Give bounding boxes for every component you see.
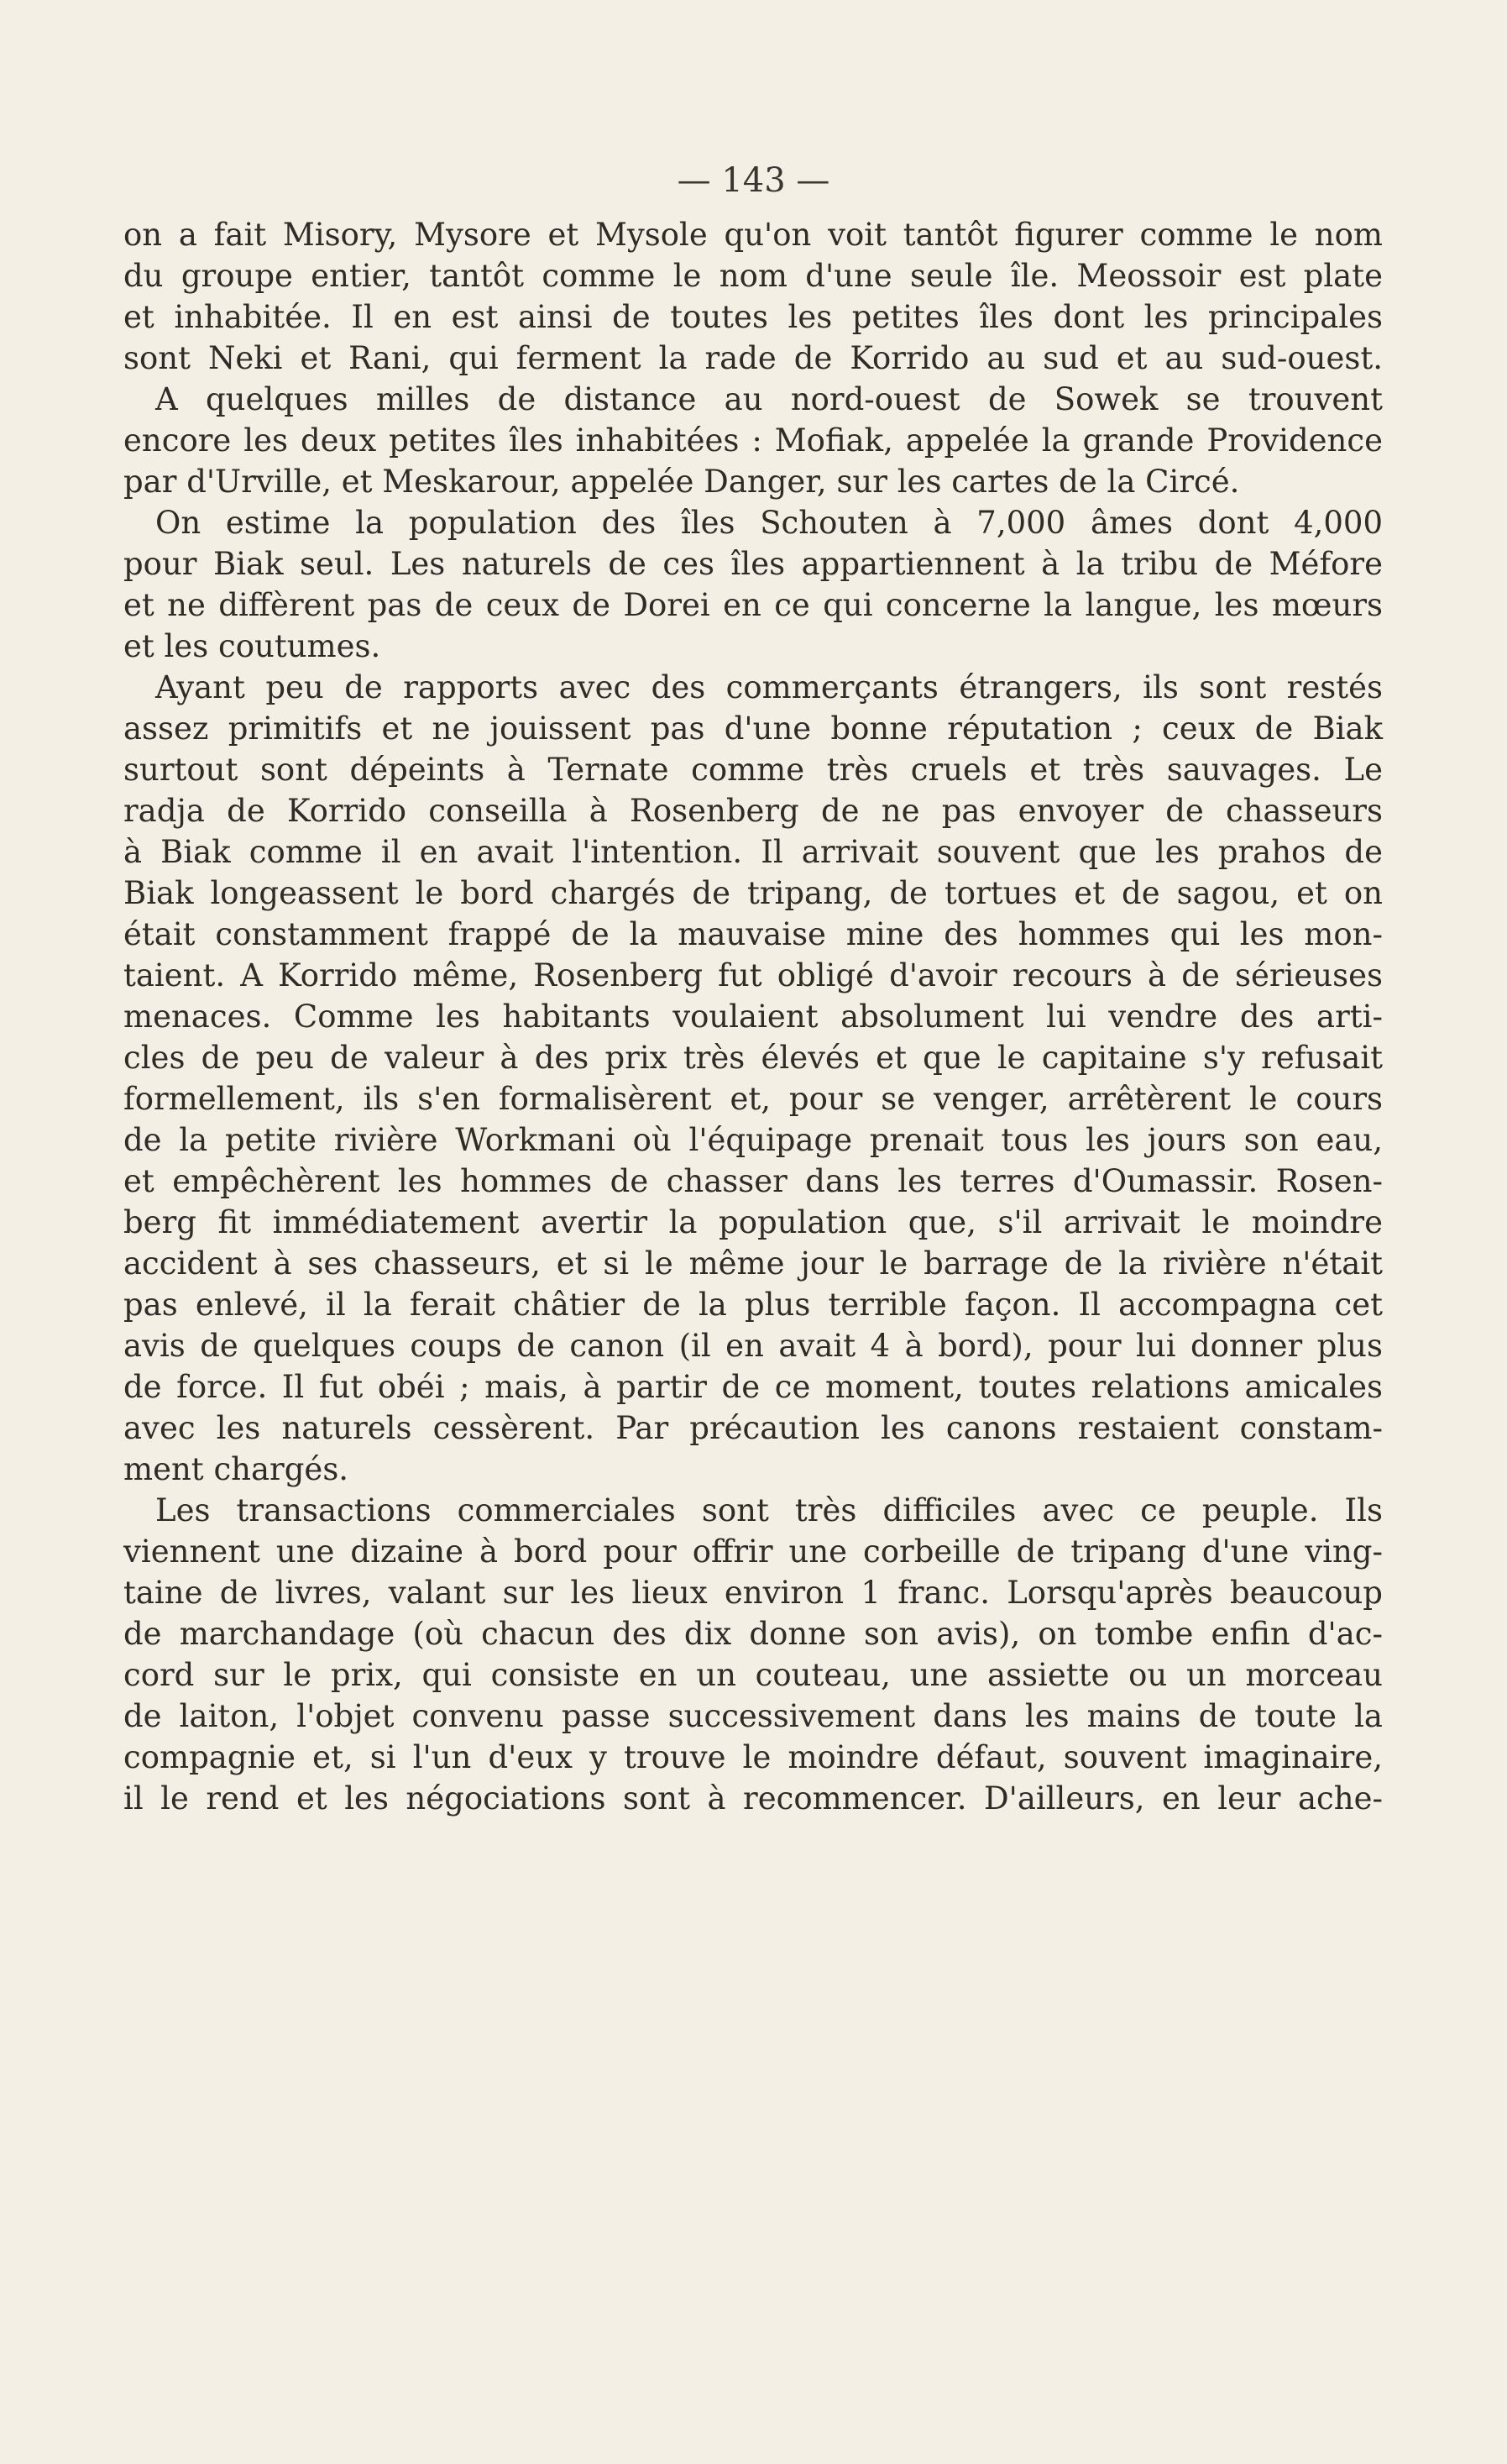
text-line: ment chargés.	[123, 1451, 349, 1487]
text-line: et ne diffèrent pas de ceux de Dorei en ce qui concerne la langue, les mœurs	[123, 587, 1383, 623]
text-line: assez primitifs et ne jouissent pas d'une bonne réputation ; ceux de Biak	[123, 710, 1383, 747]
text-line: de force. Il fut obéi ; mais, à partir de ce moment, toutes relations amicales	[123, 1369, 1383, 1405]
text-line: Biak longeassent le bord chargés de tripang, de tortues et de sagou, et on	[123, 875, 1383, 911]
text-line: radja de Korrido conseilla à Rosenberg de ne pas envoyer de chasseurs	[123, 793, 1383, 829]
text-line: cles de peu de valeur à des prix très élevés et que le capitaine s'y refusait	[123, 1040, 1383, 1076]
text-line: viennent une dizaine à bord pour offrir une corbeille de tripang d'une ving-	[123, 1533, 1383, 1570]
text-line: taient. A Korrido même, Rosenberg fut obligé d'avoir recours à de sérieuses	[123, 957, 1383, 993]
text-line: et inhabitée. Il en est ainsi de toutes les petites îles dont les principales	[123, 299, 1383, 335]
text-line: on a fait Misory, Mysore et Mysole qu'on voit tantôt figurer comme le nom	[123, 217, 1383, 253]
text-line: accident à ses chasseurs, et si le même jour le barrage de la rivière n'était	[123, 1245, 1383, 1282]
text-line: avis de quelques coups de canon (il en avait 4 à bord), pour lui donner plus	[123, 1328, 1383, 1364]
text-line: il le rend et les négociations sont à recommencer. D'ailleurs, en leur ache-	[123, 1780, 1383, 1817]
text-line: encore les deux petites îles inhabitées : Mofiak, appelée la grande Providence	[123, 422, 1383, 459]
paragraph-start-line: A quelques milles de distance au nord-ouest de Sowek se trouvent	[155, 381, 1383, 417]
body-text	[123, 214, 1383, 1819]
paragraph-start-line: Les transactions commerciales sont très difficiles avec ce peuple. Ils	[155, 1492, 1383, 1528]
paragraph-start-line: Ayant peu de rapports avec des commerçants étrangers, ils sont restés	[155, 669, 1383, 705]
text-line: de laiton, l'objet convenu passe successivement dans les mains de toute la	[123, 1698, 1383, 1734]
text-line: sont Neki et Rani, qui ferment la rade de Korrido au sud et au sud-ouest.	[123, 340, 1383, 376]
text-line: formellement, ils s'en formalisèrent et, pour se venger, arrêtèrent le cours	[123, 1081, 1383, 1117]
text-line: avec les naturels cessèrent. Par précaution les canons restaient constam-	[123, 1410, 1383, 1446]
page-number: — 143 —	[677, 161, 830, 200]
text-line: du groupe entier, tantôt comme le nom d'une seule île. Meossoir est plate	[123, 258, 1383, 294]
text-line: berg fit immédiatement avertir la population que, s'il arrivait le moindre	[123, 1204, 1383, 1240]
text-line: de la petite rivière Workmani où l'équipage prenait tous les jours son eau,	[123, 1122, 1383, 1158]
paragraph-start-line: On estime la population des îles Schouten à 7,000 âmes dont 4,000	[155, 505, 1383, 541]
text-line: pas enlevé, il la ferait châtier de la plus terrible façon. Il accompagna cet	[123, 1287, 1383, 1323]
text-line: taine de livres, valant sur les lieux environ 1 franc. Lorsqu'après beaucoup	[123, 1575, 1383, 1611]
text-line: menaces. Comme les habitants voulaient absolument lui vendre des arti-	[123, 999, 1383, 1035]
text-line: par d'Urville, et Meskarour, appelée Danger, sur les cartes de la Circé.	[123, 464, 1240, 500]
text-line: et empêchèrent les hommes de chasser dans les terres d'Oumassir. Rosen-	[123, 1163, 1383, 1199]
text-line: surtout sont dépeints à Ternate comme très cruels et très sauvages. Le	[123, 752, 1383, 788]
text-line: compagnie et, si l'un d'eux y trouve le moindre défaut, souvent imaginaire,	[123, 1739, 1383, 1775]
text-line: cord sur le prix, qui consiste en un couteau, une assiette ou un morceau	[123, 1657, 1383, 1693]
text-line: et les coutumes.	[123, 628, 381, 664]
text-line: de marchandage (où chacun des dix donne son avis), on tombe enfin d'ac-	[123, 1616, 1383, 1652]
text-line: était constamment frappé de la mauvaise mine des hommes qui les mon-	[123, 916, 1383, 952]
text-line: pour Biak seul. Les naturels de ces îles appartiennent à la tribu de Méfore	[123, 546, 1383, 582]
text-line: à Biak comme il en avait l'intention. Il arrivait souvent que les prahos de	[123, 834, 1383, 870]
